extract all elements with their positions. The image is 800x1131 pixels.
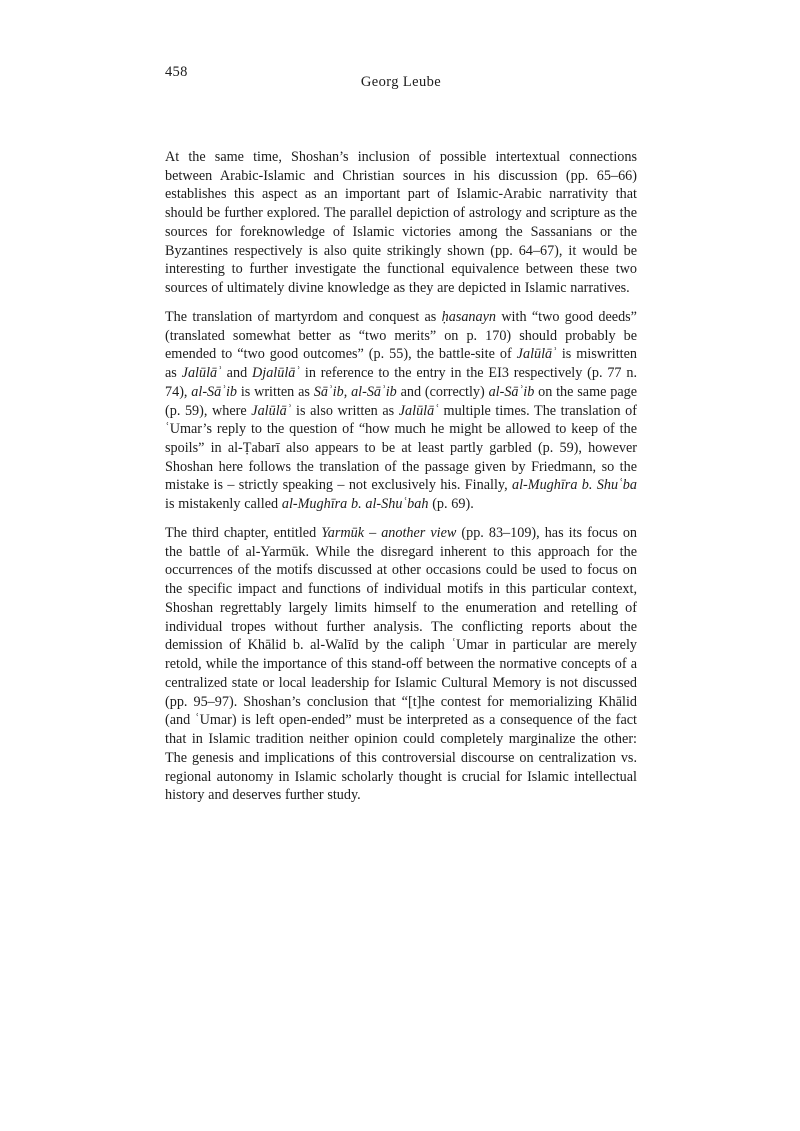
italic-text-run: ḥasanayn bbox=[441, 308, 497, 325]
text-run: is also written as bbox=[291, 402, 399, 419]
paragraph bbox=[165, 308, 637, 514]
article-body bbox=[165, 148, 637, 805]
italic-text-run: Jalūlāʾ bbox=[251, 402, 292, 419]
text-run: (p. 69). bbox=[428, 496, 474, 513]
italic-text-run: Djalūlāʾ bbox=[252, 365, 301, 382]
page-content bbox=[165, 64, 637, 805]
text-run: in reference to the entry in the EI3 respectively (p. 77 n. 74), bbox=[165, 365, 637, 400]
text-run: The third chapter, entitled bbox=[165, 524, 322, 541]
text-run: is miswritten as bbox=[165, 346, 637, 382]
italic-text-run: Yarmūk – another view bbox=[321, 524, 457, 541]
text-run: and bbox=[221, 365, 252, 382]
italic-text-run: Jalūlāʾ bbox=[181, 365, 222, 382]
text-run: is mistakenly called bbox=[165, 496, 282, 513]
running-header-author: Georg Leube bbox=[360, 74, 442, 90]
italic-text-run: Sāʾib bbox=[313, 383, 344, 400]
text-run: and (correctly) bbox=[396, 383, 489, 400]
text-run: The translation of martyrdom and conquest as bbox=[165, 308, 442, 325]
text-run: , bbox=[343, 383, 352, 400]
italic-text-run: Jalūlāʿ bbox=[398, 402, 439, 419]
paragraph bbox=[165, 148, 637, 298]
text-run: (pp. 83–109), has its focus on the battle of al-Yarmūk. While the disregard inherent to this approach for the occurrences of the motifs discussed at other occasions could be used to focus on the specific impact and functions of individual motifs in this particular context, Shoshan regrettably largely limits himself to the enumeration and retelling of individual tropes without further analysis. The conflicting reports about the demission of Khālid b. al-Walīd by the caliph ʿUmar in particular are merely retold, while the importance of this stand-off between the normative concepts of a centralized state or local leadership for Islamic Cultural Memory is not discussed (pp. 95–97). Shoshan’s conclusion that “[t]he contest for memorializing Khālid (and ʿUmar) is left open-ended” must be interpreted as a consequence of the fact that in Islamic tradition neither opinion could completely marginalize the other: The genesis and implications of this controversial discourse on centralization vs. regional autonomy in Islamic scholarly thought is crucial for Islamic intellectual history and deserves further study. bbox=[165, 524, 638, 804]
paragraph bbox=[165, 524, 637, 805]
text-run: on the same page (p. 59), where bbox=[165, 383, 638, 419]
italic-text-run: al-Mughīra b. Shuʿba bbox=[512, 477, 637, 494]
page-header bbox=[165, 64, 637, 98]
text-run: with “two good deeds” (translated somewhat better as “two merits” on p. 170) should probably be emended to “two good outcomes” (p. 55), the battle-site of bbox=[165, 308, 637, 363]
italic-text-run: al-Mughīra b. al-Shuʿbah bbox=[281, 496, 429, 513]
page-number: 458 bbox=[165, 64, 188, 80]
text-run: multiple times. The translation of ʿUmar’s reply to the question of “how much he might be allowed to keep of the spoils” in al-Ṭabarī also appears to be at least partly garbled (p. 59), however Shoshan here follows the translation of the passage given by Friedmann, so the mistake is – strictly speaking – not exclusively his. Finally, bbox=[165, 402, 637, 494]
text-run: At the same time, Shoshan’s inclusion of possible intertextual connections between Arabic-Islamic and Christian sources in his discussion (pp. 65–66) establishes this aspect as an important part of Islamic-Arabic narrativity that should be further explored. The parallel depiction of astrology and scripture as the sources for foreknowledge of Islamic victories among the Sassanians or the Byzantines respectively is also quite strikingly shown (pp. 64–67), it would be interesting to further investigate the functional equivalence between these two sources of ultimately divine knowledge as they are depicted in Islamic narratives. bbox=[165, 149, 637, 297]
italic-text-run: al-Sāʾib bbox=[351, 383, 397, 400]
italic-text-run: Jalūlāʾ bbox=[516, 346, 557, 363]
italic-text-run: al-Sāʾib bbox=[191, 383, 237, 400]
text-run: is written as bbox=[237, 383, 314, 400]
italic-text-run: al-Sāʾib bbox=[488, 383, 535, 400]
